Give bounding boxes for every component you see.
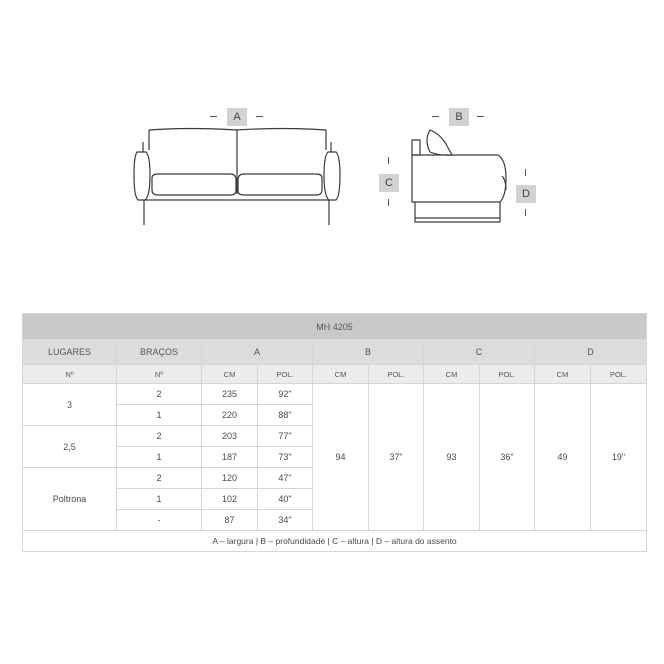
bracos-cell: 1 [117, 489, 202, 510]
subheader-a-pol: POL. [258, 365, 313, 384]
subheader-a-cm: CM [202, 365, 258, 384]
dimension-b-dash-right [477, 116, 484, 117]
a-cm-cell: 87 [202, 510, 258, 531]
dimension-c-dash-bottom [388, 199, 389, 206]
b-cm-cell: 94 [313, 384, 369, 531]
subheader-d-pol: POL. [591, 365, 647, 384]
lugares-cell: Poltrona [23, 468, 117, 531]
header-lugares: LUGARES [23, 340, 117, 365]
c-cm-cell: 93 [424, 384, 480, 531]
a-pol-cell: 73" [258, 447, 313, 468]
subheader-d-cm: CM [535, 365, 591, 384]
subheader-c-cm: CM [424, 365, 480, 384]
a-pol-cell: 47" [258, 468, 313, 489]
dimension-d-dash-bottom [525, 209, 526, 216]
subheader-b-pol: POL. [369, 365, 424, 384]
sofa-side-view [412, 130, 506, 222]
dimension-a-dash-left [210, 116, 217, 117]
c-pol-cell: 36" [480, 384, 535, 531]
a-pol-cell: 34" [258, 510, 313, 531]
a-pol-cell: 88" [258, 405, 313, 426]
bracos-cell: 2 [117, 426, 202, 447]
dimension-a-dash-right [256, 116, 263, 117]
subheader-n-bracos: Nº [117, 365, 202, 384]
subheader-n-lugares: Nº [23, 365, 117, 384]
a-pol-cell: 40" [258, 489, 313, 510]
a-cm-cell: 203 [202, 426, 258, 447]
header-bracos: BRAÇOS [117, 340, 202, 365]
a-cm-cell: 235 [202, 384, 258, 405]
a-cm-cell: 102 [202, 489, 258, 510]
header-d: D [535, 340, 647, 365]
spec-table [22, 313, 647, 552]
d-cm-cell: 49 [535, 384, 591, 531]
a-cm-cell: 187 [202, 447, 258, 468]
dimension-c-dash-top [388, 157, 389, 164]
a-cm-cell: 220 [202, 405, 258, 426]
dimension-legend: A – largura | B – profundidade | C – altura | D – altura do assento [23, 531, 647, 552]
dimension-b-label: B [449, 108, 469, 126]
bracos-cell: 1 [117, 405, 202, 426]
table-row [23, 384, 647, 405]
dimension-a-label: A [227, 108, 247, 126]
dimension-d-label: D [516, 185, 536, 203]
dimension-d-dash-top [525, 169, 526, 176]
bracos-cell: 2 [117, 384, 202, 405]
lugares-cell: 3 [23, 384, 117, 426]
a-cm-cell: 120 [202, 468, 258, 489]
spec-table-wrapper [22, 313, 646, 550]
b-pol-cell: 37" [369, 384, 424, 531]
model-title: MH 4205 [23, 314, 647, 340]
dimension-c-label: C [379, 174, 399, 192]
sofa-front-view [0, 0, 664, 260]
subheader-c-pol: POL. [480, 365, 535, 384]
d-pol-cell: 19" [591, 384, 647, 531]
header-a: A [202, 340, 313, 365]
product-drawings [0, 0, 664, 260]
bracos-cell: - [117, 510, 202, 531]
header-b: B [313, 340, 424, 365]
a-pol-cell: 92" [258, 384, 313, 405]
lugares-cell: 2,5 [23, 426, 117, 468]
header-c: C [424, 340, 535, 365]
bracos-cell: 1 [117, 447, 202, 468]
a-pol-cell: 77" [258, 426, 313, 447]
bracos-cell: 2 [117, 468, 202, 489]
dimension-b-dash-left [432, 116, 439, 117]
subheader-b-cm: CM [313, 365, 369, 384]
